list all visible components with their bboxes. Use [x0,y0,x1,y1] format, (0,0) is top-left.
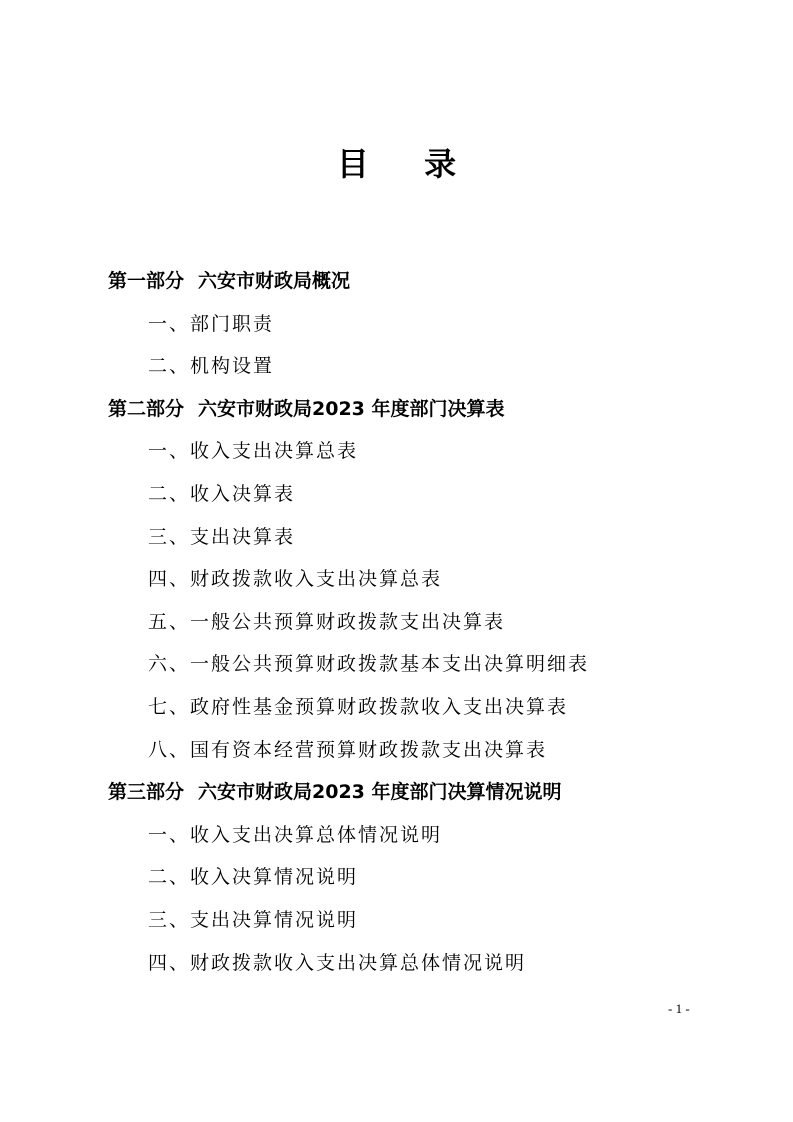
table-of-contents [108,260,748,984]
toc-item: 三、支出决算情况说明 [148,908,359,931]
part-name: 六安市财政局2023 年度部门决算情况说明 [198,781,562,804]
toc-item: 一、收入支出决算总体情况说明 [148,823,443,846]
toc-item: 一、部门职责 [148,312,275,335]
page-number: - 1 - [668,1001,690,1016]
part-label: 第二部分 [108,397,185,420]
toc-part-1 [108,260,748,303]
toc-item: 六、一般公共预算财政拨款基本支出决算明细表 [148,653,590,676]
toc-item: 二、收入决算表 [148,482,296,505]
part-label: 第一部分 [108,270,185,292]
toc-item: 八、国有资本经营预算财政拨款支出决算表 [148,738,548,761]
toc-item: 二、收入决算情况说明 [148,866,359,889]
page-title: 目 录 [336,145,479,183]
part-label: 第三部分 [108,781,185,804]
toc-item: 四、财政拨款收入支出决算总表 [148,568,443,591]
toc-item: 四、财政拨款收入支出决算总体情况说明 [148,951,527,974]
toc-item: 一、收入支出决算总表 [148,440,359,463]
toc-item: 七、政府性基金预算财政拨款收入支出决算表 [148,695,569,718]
part-name: 六安市财政局概况 [198,270,351,292]
toc-item: 二、机构设置 [148,355,275,378]
toc-part-3 [108,771,748,814]
part-name: 六安市财政局2023 年度部门决算表 [198,397,505,420]
toc-item: 三、支出决算表 [148,525,296,548]
toc-part-2 [108,388,748,431]
toc-item: 五、一般公共预算财政拨款支出决算表 [148,610,506,633]
